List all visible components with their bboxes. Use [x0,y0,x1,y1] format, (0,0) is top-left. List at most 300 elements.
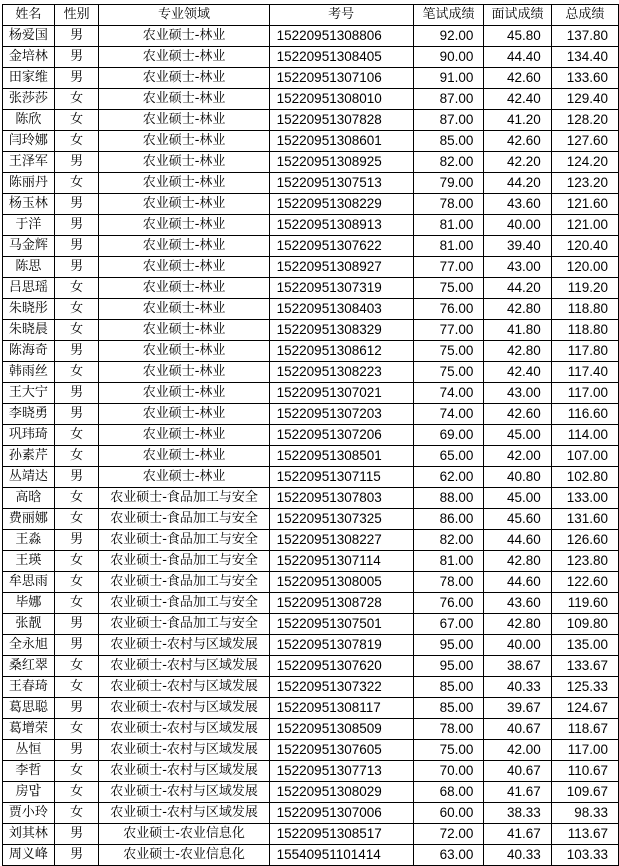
cell-interview-score: 41.67 [484,782,551,803]
cell-written-score: 72.00 [413,824,484,845]
cell-major: 农业硕士-食品加工与安全 [99,551,269,572]
cell-gender: 女 [54,278,99,299]
table-row [3,719,619,740]
cell-gender: 女 [54,89,99,110]
header-total-score: 总成绩 [551,5,618,26]
cell-total-score: 110.67 [551,761,618,782]
cell-exam-id: 15220951307006 [269,803,413,824]
table-row [3,740,619,761]
cell-total-score: 121.00 [551,215,618,236]
cell-interview-score: 44.20 [484,278,551,299]
cell-gender: 男 [54,404,99,425]
table-row [3,845,619,866]
cell-total-score: 107.00 [551,446,618,467]
cell-name: 杨玉林 [3,194,55,215]
cell-name: 张莎莎 [3,89,55,110]
cell-gender: 女 [54,719,99,740]
header-interview-score: 面试成绩 [484,5,551,26]
table-row [3,131,619,152]
table-row [3,593,619,614]
header-exam-id: 考号 [269,5,413,26]
cell-gender: 男 [54,635,99,656]
cell-major: 农业硕士-林业 [99,89,269,110]
cell-major: 农业硕士-农村与区域发展 [99,740,269,761]
cell-written-score: 88.00 [413,488,484,509]
cell-exam-id: 15220951307322 [269,677,413,698]
cell-total-score: 134.40 [551,47,618,68]
cell-major: 农业硕士-农业信息化 [99,845,269,866]
cell-name: 王泽军 [3,152,55,173]
cell-written-score: 81.00 [413,551,484,572]
table-row [3,68,619,89]
cell-written-score: 85.00 [413,698,484,719]
cell-exam-id: 15220951307325 [269,509,413,530]
cell-total-score: 117.40 [551,362,618,383]
cell-name: 全永旭 [3,635,55,656]
cell-total-score: 118.80 [551,299,618,320]
cell-total-score: 128.20 [551,110,618,131]
cell-major: 农业硕士-林业 [99,278,269,299]
cell-name: 吕思瑶 [3,278,55,299]
cell-gender: 男 [54,26,99,47]
table-row [3,173,619,194]
cell-interview-score: 42.60 [484,404,551,425]
cell-total-score: 113.67 [551,824,618,845]
table-row [3,467,619,488]
cell-written-score: 95.00 [413,635,484,656]
cell-exam-id: 15220951308227 [269,530,413,551]
cell-gender: 男 [54,383,99,404]
cell-exam-id: 15220951308927 [269,257,413,278]
cell-gender: 女 [54,677,99,698]
cell-interview-score: 39.67 [484,698,551,719]
cell-total-score: 125.33 [551,677,618,698]
cell-gender: 男 [54,341,99,362]
cell-exam-id: 15220951308501 [269,446,413,467]
cell-major: 农业硕士-林业 [99,362,269,383]
cell-interview-score: 43.60 [484,593,551,614]
cell-major: 农业硕士-食品加工与安全 [99,572,269,593]
cell-written-score: 75.00 [413,341,484,362]
table-row [3,824,619,845]
cell-total-score: 120.40 [551,236,618,257]
cell-interview-score: 44.20 [484,173,551,194]
cell-gender: 男 [54,467,99,488]
cell-major: 农业硕士-林业 [99,299,269,320]
cell-name: 陈丽丹 [3,173,55,194]
cell-written-score: 87.00 [413,110,484,131]
cell-total-score: 131.60 [551,509,618,530]
cell-gender: 女 [54,446,99,467]
cell-gender: 女 [54,488,99,509]
cell-written-score: 69.00 [413,425,484,446]
cell-written-score: 81.00 [413,215,484,236]
cell-interview-score: 40.67 [484,719,551,740]
cell-exam-id: 15220951307319 [269,278,413,299]
cell-total-score: 126.60 [551,530,618,551]
cell-exam-id: 15220951307206 [269,425,413,446]
cell-gender: 女 [54,320,99,341]
table-row [3,551,619,572]
cell-gender: 女 [54,761,99,782]
cell-written-score: 90.00 [413,47,484,68]
cell-written-score: 76.00 [413,299,484,320]
cell-interview-score: 40.00 [484,635,551,656]
cell-gender: 男 [54,530,99,551]
cell-interview-score: 40.33 [484,677,551,698]
cell-gender: 女 [54,593,99,614]
table-row [3,782,619,803]
cell-major: 农业硕士-农村与区域发展 [99,761,269,782]
table-row [3,320,619,341]
cell-major: 农业硕士-食品加工与安全 [99,530,269,551]
cell-name: 费丽娜 [3,509,55,530]
table-row [3,425,619,446]
cell-exam-id: 15220951307501 [269,614,413,635]
cell-name: 朱晓彤 [3,299,55,320]
cell-interview-score: 45.00 [484,488,551,509]
cell-exam-id: 15220951307114 [269,551,413,572]
cell-written-score: 87.00 [413,89,484,110]
table-row [3,488,619,509]
cell-major: 农业硕士-林业 [99,131,269,152]
cell-gender: 男 [54,614,99,635]
cell-total-score: 121.60 [551,194,618,215]
cell-interview-score: 42.40 [484,362,551,383]
table-row [3,698,619,719]
cell-interview-score: 42.40 [484,89,551,110]
cell-interview-score: 45.60 [484,509,551,530]
cell-name: 韩雨丝 [3,362,55,383]
cell-exam-id: 15220951308612 [269,341,413,362]
cell-total-score: 119.20 [551,278,618,299]
cell-exam-id: 15220951307828 [269,110,413,131]
table-row [3,236,619,257]
cell-interview-score: 42.20 [484,152,551,173]
cell-major: 农业硕士-林业 [99,320,269,341]
table-row [3,761,619,782]
cell-exam-id: 15220951308229 [269,194,413,215]
cell-interview-score: 43.00 [484,383,551,404]
cell-interview-score: 40.00 [484,215,551,236]
header-gender: 性别 [54,5,99,26]
cell-name: 马金辉 [3,236,55,257]
cell-total-score: 114.00 [551,425,618,446]
cell-gender: 男 [54,257,99,278]
cell-total-score: 135.00 [551,635,618,656]
table-row [3,194,619,215]
cell-written-score: 77.00 [413,257,484,278]
cell-exam-id: 15220951308913 [269,215,413,236]
cell-exam-id: 15220951308405 [269,47,413,68]
cell-gender: 女 [54,110,99,131]
cell-exam-id: 15220951308117 [269,698,413,719]
cell-exam-id: 15220951308601 [269,131,413,152]
cell-total-score: 120.00 [551,257,618,278]
cell-major: 农业硕士-林业 [99,68,269,89]
cell-name: 刘其林 [3,824,55,845]
cell-name: 朱晓晨 [3,320,55,341]
cell-major: 农业硕士-林业 [99,110,269,131]
cell-major: 农业硕士-林业 [99,425,269,446]
score-table [2,4,619,866]
cell-interview-score: 42.00 [484,446,551,467]
cell-total-score: 103.33 [551,845,618,866]
table-row [3,89,619,110]
cell-exam-id: 15220951308223 [269,362,413,383]
table-row [3,614,619,635]
cell-written-score: 79.00 [413,173,484,194]
cell-name: 贾小玲 [3,803,55,824]
cell-written-score: 85.00 [413,677,484,698]
cell-name: 李哲 [3,761,55,782]
cell-exam-id: 15220951307021 [269,383,413,404]
cell-major: 农业硕士-林业 [99,446,269,467]
cell-gender: 女 [54,572,99,593]
cell-gender: 女 [54,425,99,446]
cell-major: 农业硕士-林业 [99,383,269,404]
cell-written-score: 74.00 [413,383,484,404]
cell-exam-id: 15220951308029 [269,782,413,803]
cell-major: 农业硕士-食品加工与安全 [99,614,269,635]
cell-written-score: 82.00 [413,530,484,551]
cell-interview-score: 39.40 [484,236,551,257]
table-row [3,215,619,236]
cell-name: 巩玮琦 [3,425,55,446]
cell-total-score: 118.67 [551,719,618,740]
cell-name: 孙素芹 [3,446,55,467]
cell-total-score: 137.80 [551,26,618,47]
cell-total-score: 127.60 [551,131,618,152]
table-row [3,635,619,656]
table-row [3,26,619,47]
cell-gender: 女 [54,803,99,824]
cell-name: 高晗 [3,488,55,509]
cell-gender: 女 [54,782,99,803]
cell-major: 农业硕士-农村与区域发展 [99,803,269,824]
table-row [3,530,619,551]
cell-interview-score: 42.80 [484,551,551,572]
cell-total-score: 116.60 [551,404,618,425]
cell-major: 农业硕士-林业 [99,215,269,236]
cell-major: 农业硕士-农村与区域发展 [99,782,269,803]
table-row [3,509,619,530]
cell-interview-score: 40.33 [484,845,551,866]
cell-major: 农业硕士-林业 [99,26,269,47]
cell-gender: 女 [54,509,99,530]
cell-major: 农业硕士-食品加工与安全 [99,593,269,614]
cell-interview-score: 43.60 [484,194,551,215]
cell-exam-id: 15540951101414 [269,845,413,866]
cell-written-score: 82.00 [413,152,484,173]
cell-interview-score: 45.00 [484,425,551,446]
cell-interview-score: 41.80 [484,320,551,341]
cell-interview-score: 45.80 [484,26,551,47]
cell-total-score: 123.80 [551,551,618,572]
cell-written-score: 78.00 [413,719,484,740]
table-row [3,803,619,824]
cell-total-score: 122.60 [551,572,618,593]
cell-major: 农业硕士-林业 [99,341,269,362]
cell-exam-id: 15220951307713 [269,761,413,782]
cell-interview-score: 43.00 [484,257,551,278]
header-written-score: 笔试成绩 [413,5,484,26]
cell-name: 李晓勇 [3,404,55,425]
table-row [3,383,619,404]
cell-name: 丛靖达 [3,467,55,488]
cell-interview-score: 42.80 [484,341,551,362]
cell-name: 葛思聪 [3,698,55,719]
cell-name: 闫玲娜 [3,131,55,152]
cell-exam-id: 15220951308005 [269,572,413,593]
cell-total-score: 109.80 [551,614,618,635]
cell-gender: 男 [54,194,99,215]
cell-major: 农业硕士-林业 [99,467,269,488]
cell-exam-id: 15220951307115 [269,467,413,488]
cell-interview-score: 41.20 [484,110,551,131]
cell-interview-score: 40.80 [484,467,551,488]
cell-name: 王瑛 [3,551,55,572]
cell-written-score: 65.00 [413,446,484,467]
table-row [3,656,619,677]
cell-total-score: 98.33 [551,803,618,824]
cell-written-score: 81.00 [413,236,484,257]
cell-total-score: 109.67 [551,782,618,803]
cell-gender: 女 [54,551,99,572]
cell-written-score: 77.00 [413,320,484,341]
cell-gender: 男 [54,215,99,236]
cell-interview-score: 40.67 [484,761,551,782]
table-row [3,362,619,383]
cell-written-score: 68.00 [413,782,484,803]
cell-total-score: 124.67 [551,698,618,719]
cell-name: 房맙 [3,782,55,803]
cell-total-score: 123.20 [551,173,618,194]
cell-exam-id: 15220951307620 [269,656,413,677]
cell-interview-score: 44.60 [484,530,551,551]
cell-exam-id: 15220951308517 [269,824,413,845]
table-row [3,572,619,593]
cell-major: 农业硕士-林业 [99,236,269,257]
cell-major: 农业硕士-林业 [99,152,269,173]
table-row [3,341,619,362]
cell-written-score: 60.00 [413,803,484,824]
cell-total-score: 117.00 [551,740,618,761]
cell-total-score: 117.80 [551,341,618,362]
cell-name: 田家维 [3,68,55,89]
cell-total-score: 102.80 [551,467,618,488]
cell-interview-score: 42.00 [484,740,551,761]
cell-gender: 男 [54,698,99,719]
cell-exam-id: 15220951307803 [269,488,413,509]
cell-gender: 男 [54,824,99,845]
cell-total-score: 133.67 [551,656,618,677]
cell-major: 农业硕士-林业 [99,173,269,194]
cell-exam-id: 15220951308509 [269,719,413,740]
cell-written-score: 78.00 [413,194,484,215]
cell-written-score: 91.00 [413,68,484,89]
cell-gender: 男 [54,845,99,866]
cell-written-score: 92.00 [413,26,484,47]
cell-gender: 男 [54,740,99,761]
cell-interview-score: 42.80 [484,299,551,320]
table-row [3,446,619,467]
cell-interview-score: 38.33 [484,803,551,824]
cell-gender: 女 [54,656,99,677]
cell-total-score: 117.00 [551,383,618,404]
cell-written-score: 85.00 [413,131,484,152]
cell-interview-score: 38.67 [484,656,551,677]
cell-written-score: 75.00 [413,278,484,299]
cell-major: 农业硕士-农村与区域发展 [99,656,269,677]
header-row [3,5,619,26]
cell-exam-id: 15220951307605 [269,740,413,761]
cell-interview-score: 44.60 [484,572,551,593]
cell-written-score: 62.00 [413,467,484,488]
cell-name: 牟思雨 [3,572,55,593]
cell-interview-score: 44.40 [484,47,551,68]
cell-major: 农业硕士-农村与区域发展 [99,635,269,656]
cell-interview-score: 42.60 [484,131,551,152]
cell-exam-id: 15220951308925 [269,152,413,173]
cell-written-score: 76.00 [413,593,484,614]
cell-gender: 男 [54,152,99,173]
cell-name: 陈思 [3,257,55,278]
cell-exam-id: 15220951308728 [269,593,413,614]
cell-name: 毕娜 [3,593,55,614]
cell-name: 丛恒 [3,740,55,761]
table-row [3,110,619,131]
cell-interview-score: 42.80 [484,614,551,635]
cell-total-score: 133.60 [551,68,618,89]
cell-major: 农业硕士-林业 [99,47,269,68]
table-row [3,278,619,299]
cell-name: 陈欣 [3,110,55,131]
cell-name: 王大宁 [3,383,55,404]
cell-gender: 女 [54,173,99,194]
cell-major: 农业硕士-林业 [99,257,269,278]
table-row [3,47,619,68]
cell-written-score: 74.00 [413,404,484,425]
cell-written-score: 75.00 [413,740,484,761]
header-major: 专业领域 [99,5,269,26]
cell-gender: 男 [54,47,99,68]
cell-exam-id: 15220951307819 [269,635,413,656]
cell-gender: 女 [54,131,99,152]
cell-exam-id: 15220951308329 [269,320,413,341]
cell-exam-id: 15220951308403 [269,299,413,320]
cell-written-score: 86.00 [413,509,484,530]
cell-interview-score: 42.60 [484,68,551,89]
cell-name: 张靓 [3,614,55,635]
cell-written-score: 67.00 [413,614,484,635]
cell-gender: 女 [54,299,99,320]
cell-written-score: 63.00 [413,845,484,866]
cell-name: 周义峰 [3,845,55,866]
cell-major: 农业硕士-农村与区域发展 [99,677,269,698]
cell-interview-score: 41.67 [484,824,551,845]
cell-exam-id: 15220951307513 [269,173,413,194]
cell-major: 农业硕士-食品加工与安全 [99,488,269,509]
cell-name: 葛增荣 [3,719,55,740]
cell-name: 金培林 [3,47,55,68]
cell-major: 农业硕士-农村与区域发展 [99,719,269,740]
cell-name: 于洋 [3,215,55,236]
cell-exam-id: 15220951308806 [269,26,413,47]
cell-name: 桑红翠 [3,656,55,677]
cell-name: 杨爱国 [3,26,55,47]
cell-exam-id: 15220951307106 [269,68,413,89]
